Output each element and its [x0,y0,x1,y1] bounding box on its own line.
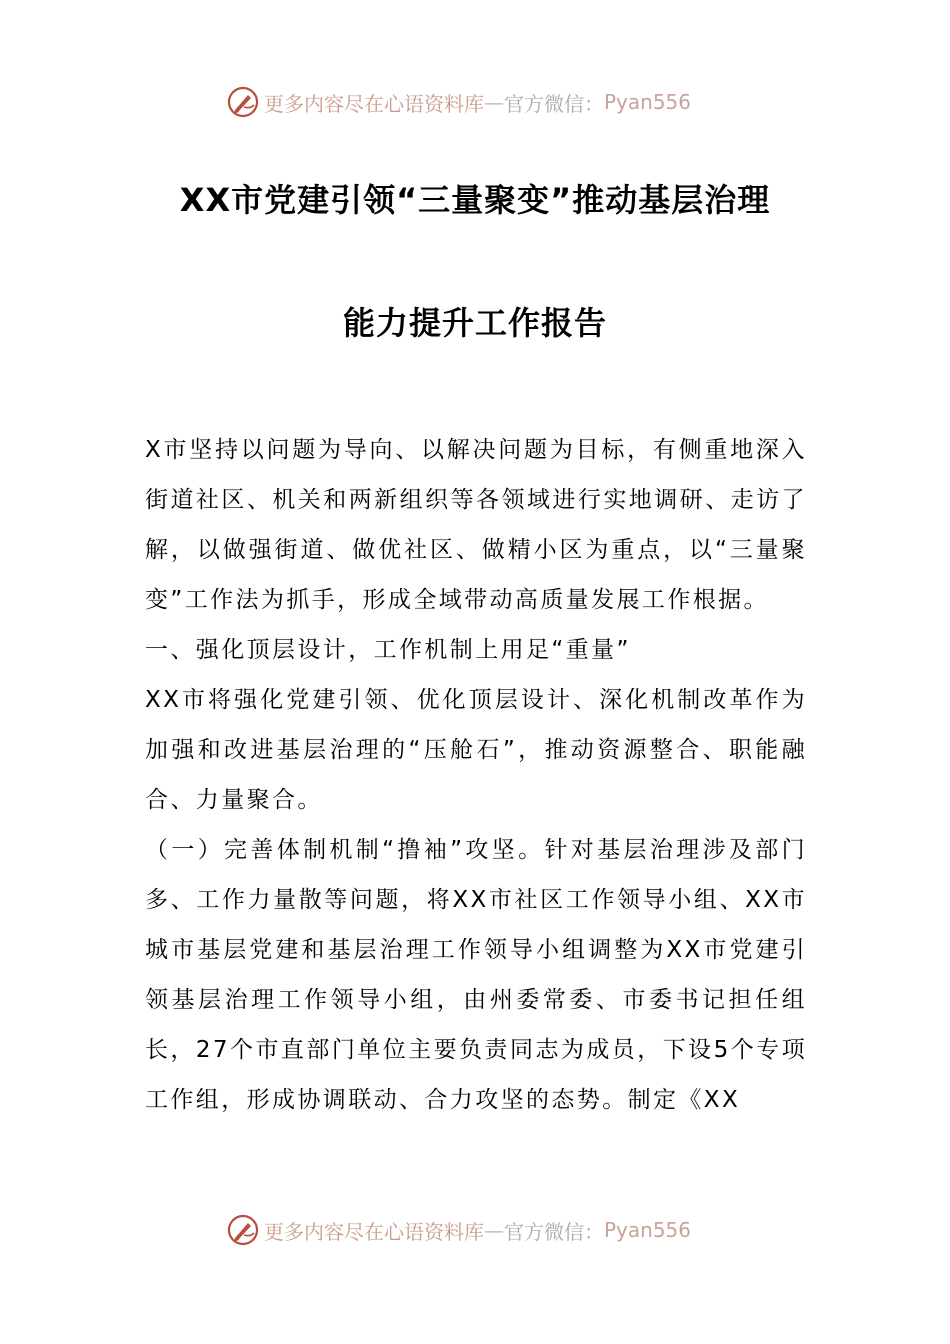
watermark-dash: — [484,90,504,114]
paragraph-subsection-1: （一）完善体制机制“撸袖”攻坚。针对基层治理涉及部门多、工作力量散等问题，将XX市社区工作领导小组、XX市城市基层党建和基层治理工作领导小组调整为XX市党建引领基层治理工作领导小组，由州委常委、市委书记担任组长，27个市直部门单位主要负责同志为成员，下设5个专项工作组，形成协调联动、合力攻坚的态势。制定《XX [145,837,807,1113]
watermark-wechat-label: 官方微信： [504,1219,604,1244]
document-title-line2: 能力提升工作报告 [342,304,607,342]
watermark-wechat-label: 官方微信： [504,91,604,116]
watermark-wechat-id: Pyan556 [604,1218,692,1242]
watermark-brand: 更多内容尽在心语资料库 [264,1219,484,1244]
document-title-line1: XX市党建引领“三量聚变”推动基层治理 [179,181,771,219]
document-body [145,425,807,1125]
watermark-header [226,82,691,122]
watermark-wechat-id: Pyan556 [604,90,692,114]
pen-logo-icon [226,85,260,119]
watermark-footer [226,1210,691,1250]
watermark-brand: 更多内容尽在心语资料库 [264,91,484,116]
pen-logo-icon [226,1213,260,1247]
watermark-dash: — [484,1218,504,1242]
paragraph-intro: X市坚持以问题为导向、以解决问题为目标，有侧重地深入街道社区、机关和两新组织等各领域进行实地调研、走访了解，以做强街道、做优社区、做精小区为重点，以“三量聚变”工作法为抓手，形成全域带动高质量发展工作根据。 [145,437,807,613]
paragraph-section-1: XX市将强化党建引领、优化顶层设计、深化机制改革作为加强和改进基层治理的“压舱石”，推动资源整合、职能融合、力量聚合。 [145,687,807,813]
section-heading-1: 一、强化顶层设计，工作机制上用足“重量” [145,637,631,663]
